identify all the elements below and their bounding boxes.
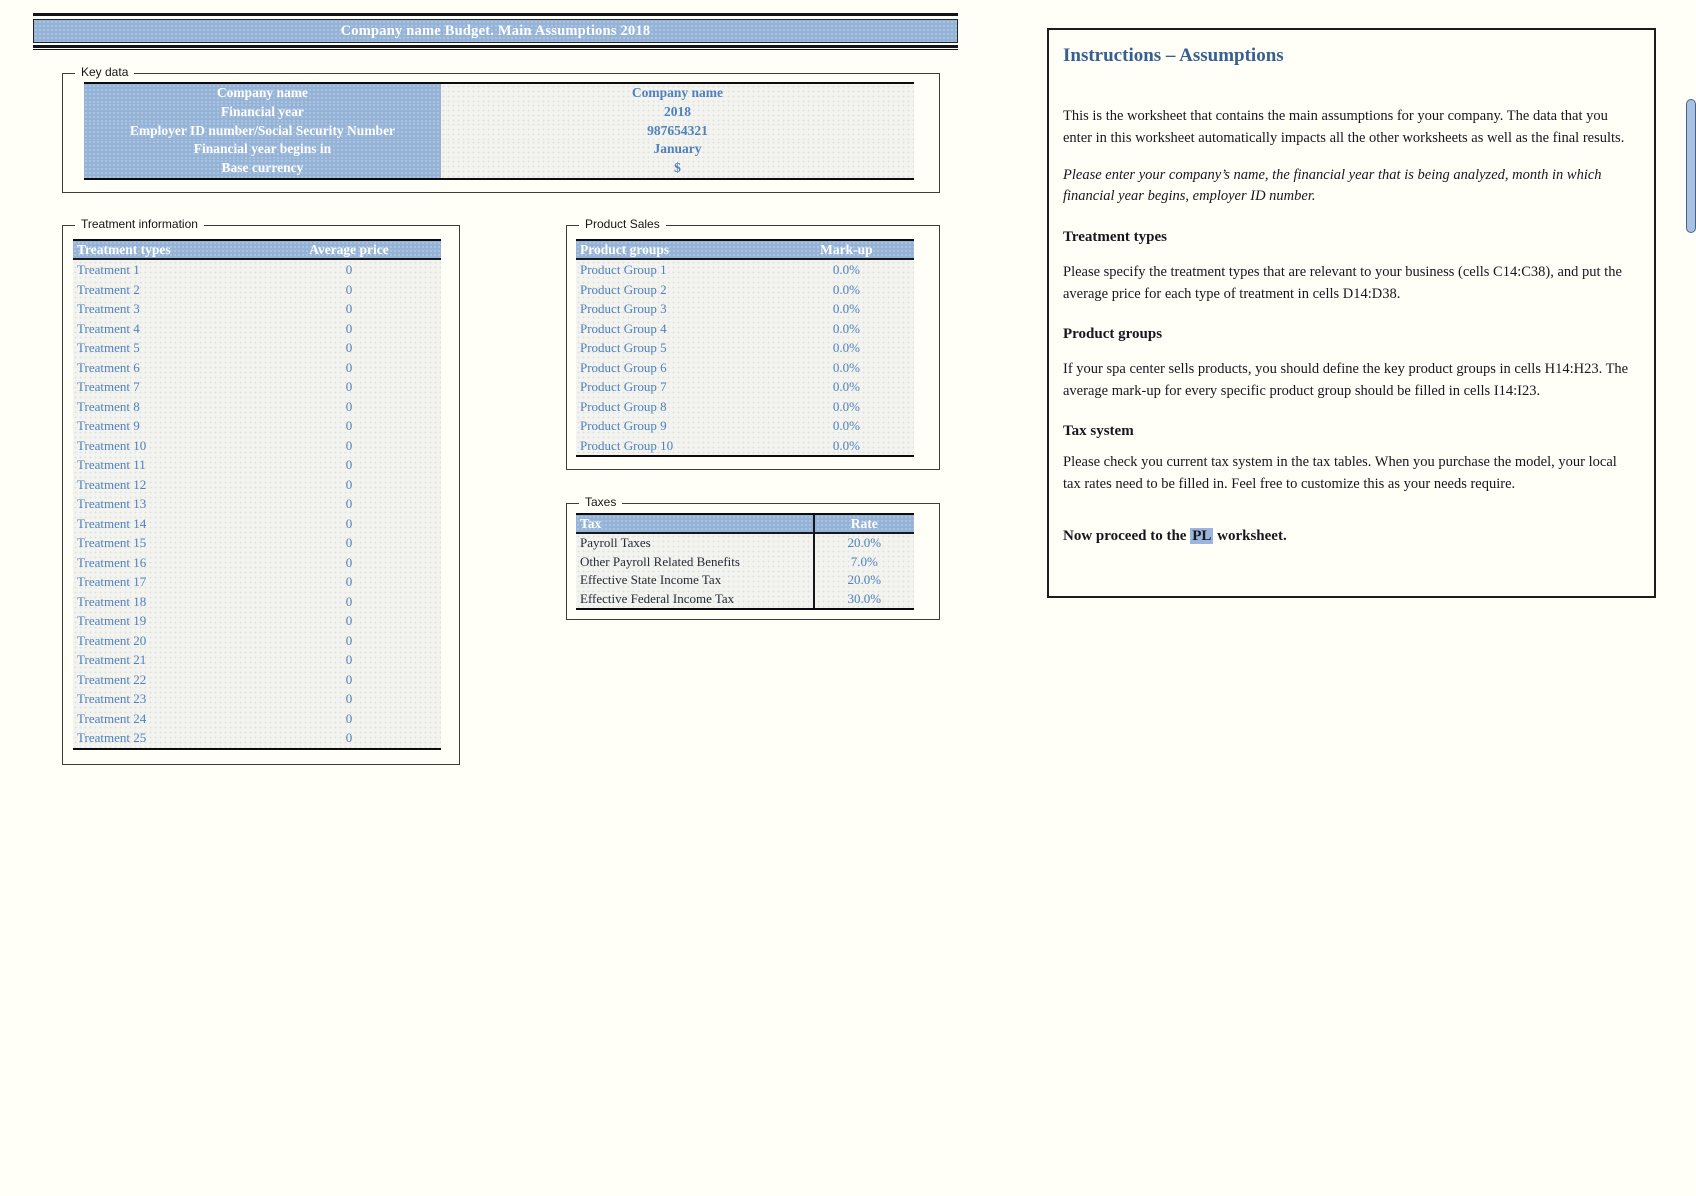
key-data-label-cell: Employer ID number/Social Security Number (84, 122, 441, 141)
mark-up-cell[interactable]: 0.0% (832, 437, 860, 453)
proceed-suffix: worksheet. (1213, 528, 1287, 545)
mark-up-cell[interactable]: 0.0% (832, 379, 860, 394)
treatment-price-cell[interactable]: 0 (345, 691, 353, 706)
product-sales-table-header (576, 241, 914, 260)
product-sales-group-label: Product Sales (579, 217, 666, 231)
key-data-value-cell[interactable]: $ (441, 159, 914, 178)
treatment-name-cell[interactable]: Treatment 2 (77, 281, 140, 297)
treatment-table (73, 239, 441, 750)
key-data-value-cell[interactable]: January (441, 140, 914, 159)
key-data-rows (84, 84, 914, 178)
treatment-group-label: Treatment information (75, 217, 204, 231)
instructions-heading: Tax system (1063, 423, 1134, 440)
tax-column-header: Tax (580, 516, 602, 531)
scrollbar-thumb[interactable] (1686, 99, 1696, 233)
treatment-price-cell[interactable]: 0 (345, 281, 353, 297)
table-row (576, 319, 914, 339)
table-row (84, 103, 914, 122)
product-sales-table-body (576, 260, 914, 455)
product-group-name-cell[interactable]: Product Group 5 (580, 340, 667, 355)
treatment-name-cell[interactable]: Treatment 24 (77, 710, 147, 726)
table-row (576, 358, 914, 378)
table-row (576, 553, 914, 572)
treatment-name-cell[interactable]: Treatment 7 (77, 379, 140, 394)
tax-name-cell: Effective Federal Income Tax (580, 590, 735, 606)
treatment-name-cell[interactable]: Treatment 10 (77, 437, 147, 453)
table-row (576, 416, 914, 436)
table-row (73, 728, 441, 748)
treatment-price-cell[interactable]: 0 (345, 710, 353, 726)
treatment-name-cell[interactable]: Treatment 11 (77, 457, 146, 472)
table-row (576, 280, 914, 300)
instructions-paragraph: Please specify the treatment types that are relevant to your business (cells C14:C38), and put the average price for each type of treatment in cells D14:D38. (1063, 264, 1622, 302)
mark-up-cell[interactable]: 0.0% (832, 398, 860, 414)
treatment-name-cell[interactable]: Treatment 17 (77, 574, 147, 589)
table-row (73, 299, 441, 319)
treatment-name-cell[interactable]: Treatment 1 (77, 262, 140, 277)
mark-up-cell[interactable]: 0.0% (832, 418, 860, 433)
treatment-price-cell[interactable]: 0 (345, 593, 353, 609)
table-row (84, 159, 914, 178)
table-row (73, 358, 441, 378)
instructions-paragraph: This is the worksheet that contains the main assumptions for your company. The data that you enter in this worksheet automatically impacts all the other worksheets as well as the final results. (1063, 108, 1625, 146)
tax-name-cell: Effective State Income Tax (580, 572, 722, 588)
product-group-name-cell[interactable]: Product Group 2 (580, 281, 667, 297)
treatment-name-cell[interactable]: Treatment 14 (77, 515, 147, 531)
table-row (73, 280, 441, 300)
product-group-name-cell[interactable]: Product Group 6 (580, 359, 667, 375)
key-data-value-cell[interactable]: Company name (441, 84, 914, 103)
mark-up-column-header: Mark-up (820, 242, 873, 257)
product-group-name-cell[interactable]: Product Group 8 (580, 398, 667, 414)
treatment-name-cell[interactable]: Treatment 6 (77, 359, 140, 375)
table-row (73, 553, 441, 573)
table-row (576, 338, 914, 358)
treatment-price-cell[interactable]: 0 (345, 262, 353, 277)
product-group-name-cell[interactable]: Product Group 1 (580, 262, 667, 277)
mark-up-cell[interactable]: 0.0% (832, 301, 860, 316)
table-row (84, 84, 914, 103)
treatment-price-cell[interactable]: 0 (345, 301, 353, 316)
table-row (576, 397, 914, 417)
treatment-price-cell[interactable]: 0 (345, 457, 353, 472)
product-sales-groupbox (566, 217, 940, 470)
treatment-name-cell[interactable]: Treatment 23 (77, 691, 147, 706)
taxes-table-header (576, 515, 914, 534)
treatment-price-cell[interactable]: 0 (345, 574, 353, 589)
mark-up-cell[interactable]: 0.0% (832, 320, 860, 336)
treatment-price-cell[interactable]: 0 (345, 554, 353, 570)
treatment-price-cell[interactable]: 0 (345, 496, 353, 511)
product-group-name-cell[interactable]: Product Group 10 (580, 437, 674, 453)
product-group-name-cell[interactable]: Product Group 3 (580, 301, 667, 316)
treatment-name-cell[interactable]: Treatment 22 (77, 671, 147, 687)
table-row (73, 260, 441, 280)
table-row (576, 260, 914, 280)
table-row (73, 514, 441, 534)
table-row (73, 572, 441, 592)
table-row (73, 611, 441, 631)
instructions-heading: Product groups (1063, 326, 1163, 343)
product-group-name-cell[interactable]: Product Group 9 (580, 418, 667, 433)
tax-name-cell: Other Payroll Related Benefits (580, 553, 740, 569)
key-data-label-cell: Company name (84, 84, 441, 103)
table-row (576, 377, 914, 397)
treatment-name-cell[interactable]: Treatment 8 (77, 398, 140, 414)
instructions-content (1049, 30, 1654, 547)
proceed-prefix: Now proceed to the (1063, 528, 1191, 545)
key-data-value-cell[interactable]: 987654321 (441, 122, 914, 141)
table-row (576, 299, 914, 319)
mark-up-cell[interactable]: 0.0% (832, 262, 860, 277)
treatment-name-cell[interactable]: Treatment 3 (77, 301, 140, 316)
key-data-groupbox (62, 65, 940, 193)
instructions-paragraph: If your spa center sells products, you should define the key product groups in cells H14:H23. The average mark-up for every specific product group should be filled in cells I14:I23. (1063, 361, 1629, 399)
key-data-value-cell[interactable]: 2018 (441, 103, 914, 122)
treatment-price-cell[interactable]: 0 (345, 730, 353, 745)
instructions-paragraphs (1063, 106, 1638, 495)
treatment-name-cell[interactable]: Treatment 21 (77, 652, 147, 667)
table-row (73, 416, 441, 436)
table-row (84, 140, 914, 159)
treatment-price-cell[interactable]: 0 (345, 671, 353, 687)
table-row (73, 709, 441, 729)
treatment-price-cell[interactable]: 0 (345, 418, 353, 433)
treatment-price-cell[interactable]: 0 (345, 613, 353, 628)
treatment-price-cell[interactable]: 0 (345, 632, 353, 648)
treatment-name-cell[interactable]: Treatment 5 (77, 340, 140, 355)
table-row (73, 670, 441, 690)
table-row (73, 436, 441, 456)
table-row (73, 377, 441, 397)
key-data-group-label: Key data (75, 65, 134, 79)
mark-up-cell[interactable]: 0.0% (832, 340, 860, 355)
table-row (73, 475, 441, 495)
product-group-name-cell[interactable]: Product Group 4 (580, 320, 667, 336)
treatment-price-cell[interactable]: 0 (345, 359, 353, 375)
taxes-table (576, 513, 914, 610)
table-row (576, 571, 914, 590)
table-row (73, 533, 441, 553)
table-row (73, 650, 441, 670)
pl-worksheet-link[interactable]: PL (1192, 528, 1212, 545)
treatment-name-cell[interactable]: Treatment 25 (77, 730, 147, 745)
key-data-label-cell: Base currency (84, 159, 441, 178)
treatment-price-cell[interactable]: 0 (345, 515, 353, 531)
table-row (73, 689, 441, 709)
mark-up-cell[interactable]: 0.0% (832, 359, 860, 375)
treatment-price-cell[interactable]: 0 (345, 652, 353, 667)
tax-rate-cell[interactable]: 30.0% (813, 590, 914, 609)
table-row (576, 590, 914, 609)
banner-top-line (33, 13, 958, 16)
instructions-paragraph: Please check you current tax system in the tax tables. When you purchase the model, your local tax rates need to be filled in. Feel free to customize this as your needs require. (1063, 454, 1617, 492)
banner-underline (33, 45, 958, 48)
mark-up-cell[interactable]: 0.0% (832, 281, 860, 297)
treatment-price-cell[interactable]: 0 (345, 340, 353, 355)
tax-name-cell: Payroll Taxes (580, 535, 651, 550)
treatment-price-cell[interactable]: 0 (345, 535, 353, 550)
instructions-title: Instructions – Assumptions (1063, 45, 1284, 66)
taxes-group-label: Taxes (579, 495, 622, 509)
treatment-name-cell[interactable]: Treatment 9 (77, 418, 140, 433)
product-sales-table (576, 239, 914, 457)
treatment-price-cell[interactable]: 0 (345, 320, 353, 336)
table-row (576, 436, 914, 456)
table-row (73, 592, 441, 612)
treatment-name-cell[interactable]: Treatment 15 (77, 535, 147, 550)
table-row (73, 338, 441, 358)
treatment-name-cell[interactable]: Treatment 19 (77, 613, 147, 628)
average-price-column-header: Average price (309, 242, 389, 257)
treatment-name-cell[interactable]: Treatment 12 (77, 476, 147, 492)
treatment-price-cell[interactable]: 0 (345, 476, 353, 492)
banner-underline-thin (33, 49, 958, 50)
table-row (73, 494, 441, 514)
proceed-line (1063, 525, 1638, 547)
treatment-name-cell[interactable]: Treatment 20 (77, 632, 147, 648)
table-row (576, 534, 914, 553)
instructions-heading: Treatment types (1063, 228, 1168, 245)
key-data-label-cell: Financial year begins in (84, 140, 441, 159)
rate-column-header: Rate (813, 515, 914, 532)
table-row (73, 631, 441, 651)
product-group-name-cell[interactable]: Product Group 7 (580, 379, 667, 394)
table-row (73, 397, 441, 417)
page-title: Company name Budget. Main Assumptions 2018 (33, 19, 958, 43)
treatment-name-cell[interactable]: Treatment 13 (77, 496, 147, 511)
treatment-information-groupbox (62, 217, 460, 765)
taxes-table-body (576, 534, 914, 608)
instructions-paragraph: Please enter your company’s name, the financial year that is being analyzed, month in which financial year begins, employer ID number. (1063, 167, 1602, 205)
title-bar (33, 13, 958, 50)
treatment-name-cell[interactable]: Treatment 4 (77, 320, 140, 336)
table-row (84, 122, 914, 141)
instructions-panel (1047, 28, 1656, 598)
table-row (73, 319, 441, 339)
key-data-table (84, 82, 914, 180)
tax-rate-cell[interactable]: 7.0% (813, 553, 914, 572)
treatment-price-cell[interactable]: 0 (345, 398, 353, 414)
treatment-name-cell[interactable]: Treatment 18 (77, 593, 147, 609)
product-groups-column-header: Product groups (580, 242, 670, 257)
treatment-table-header (73, 241, 441, 260)
table-row (73, 455, 441, 475)
tax-rate-cell[interactable]: 20.0% (813, 534, 914, 553)
treatment-table-body (73, 260, 441, 748)
treatment-name-cell[interactable]: Treatment 16 (77, 554, 147, 570)
treatment-types-column-header: Treatment types (77, 242, 171, 257)
key-data-label-cell: Financial year (84, 103, 441, 122)
tax-rate-cell[interactable]: 20.0% (813, 571, 914, 590)
taxes-groupbox (566, 495, 940, 620)
treatment-price-cell[interactable]: 0 (345, 437, 353, 453)
treatment-price-cell[interactable]: 0 (345, 379, 353, 394)
